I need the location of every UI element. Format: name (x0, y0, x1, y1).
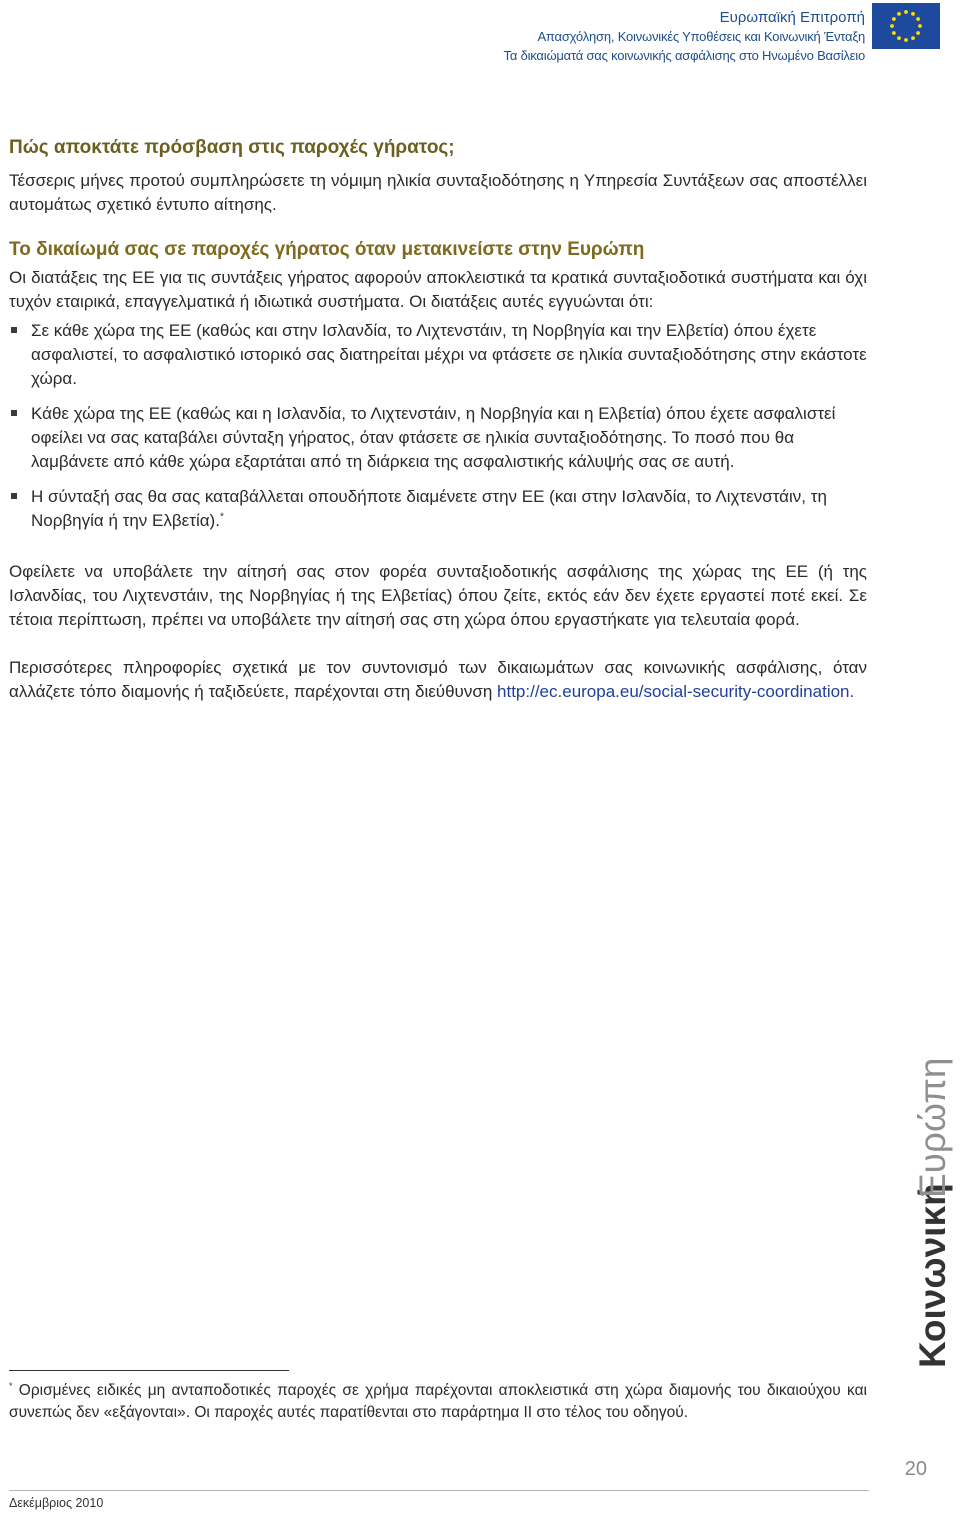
footer-divider (9, 1490, 869, 1491)
main-content (9, 136, 867, 704)
header-guide-title: Τα δικαιώματά σας κοινωνικής ασφάλισης στο Ηνωμένο Βασίλειο (503, 48, 865, 63)
paragraph-more-info: Περισσότερες πληροφορίες σχετικά με τον συντονισμό των δικαιωμάτων σας κοινωνικής ασφάλισης, όταν αλλάζετε τόπο διαμονής ή ταξιδεύετε, παρέχονται στη διεύθυνση http://ec.europa.eu/social-security-coordination. (9, 658, 867, 701)
section-heading-access: Πώς αποκτάτε πρόσβαση στις παροχές γήρατος; (9, 137, 455, 158)
eu-flag-icon (872, 3, 940, 49)
footnote-reference[interactable]: * (219, 511, 224, 523)
publication-date: Δεκέμβριος 2010 (9, 1496, 104, 1510)
section-text-access: Τέσσερις μήνες προτού συμπληρώσετε τη νόμιμη ηλικία συνταξιοδότησης η Υπηρεσία Συντάξεων σας αποστέλλει αυτομάτως σχετικό έντυπο αίτησης. (9, 171, 867, 214)
organization-name: Ευρωπαϊκή Επιτροπή (719, 9, 865, 26)
footnote: * Ορισμένες ειδικές μη ανταποδοτικές παροχές σε χρήμα παρέχονται αποκλειστικά στη χώρα διαμονής του δικαιούχου και συνεπώς δεν «εξάγονται». Οι παροχές αυτές παρατίθενται στο παράρτημα II στο τέλος του οδηγού. (9, 1380, 867, 1421)
section-intro: Οι διατάξεις της ΕΕ για τις συντάξεις γήρατος αφορούν αποκλειστικά τα κρατικά συνταξιοδοτικά συστήματα και όχι τυχόν εταιρικά, επαγγελματικά ή ιδιωτικά συστήματα. Οι διατάξεις αυτές εγγυώνται ότι: (9, 268, 867, 311)
section-heading-moving: Το δικαίωμά σας σε παροχές γήρατος όταν μετακινείστε στην Ευρώπη (9, 239, 645, 260)
footnote-divider (9, 1370, 289, 1371)
side-title-bold: Κοινωνική (912, 1183, 953, 1368)
bullet-icon (11, 410, 17, 416)
paragraph-where-to-apply: Οφείλετε να υποβάλετε την αίτησή σας στον φορέα συνταξιοδοτικής ασφάλισης της χώρας της ΕΕ (ή της Ισλανδίας, του Λιχτενστάιν, της Νορβηγίας ή της Ελβετίας) όπου ζείτε, εκτός εάν δεν έχετε εργαστεί ποτέ εκεί. Σε τέτοια περίπτωση, πρέπει να υποβάλετε την αίτησή σας στη χώρα όπου εργαστήκατε για τελευταία φορά. (9, 562, 867, 629)
bullet-icon (11, 493, 17, 499)
page-number: 20 (904, 1458, 927, 1480)
guarantee-list (9, 319, 867, 533)
footnote-mark: * (9, 1380, 13, 1391)
social-security-coordination-link[interactable]: http://ec.europa.eu/social-security-coordination. (497, 682, 855, 701)
header-department: Απασχόληση, Κοινωνικές Υποθέσεις και Κοινωνική Ένταξη (537, 29, 865, 44)
side-title-light: Ευρώπη (912, 1057, 953, 1198)
list-item: Η σύνταξή σας θα σας καταβάλλεται οπουδήποτε διαμένετε στην ΕΕ (και στην Ισλανδία, το Λιχτενστάιν, τη Νορβηγία ή την Ελβετία).* (9, 485, 867, 533)
list-item: Σε κάθε χώρα της ΕΕ (καθώς και στην Ισλανδία, το Λιχτενστάιν, τη Νορβηγία και την Ελβετία) όπου έχετε ασφαλιστεί, το ασφαλιστικό ιστορικό σας διατηρείται μέχρι να φτάσετε σε ηλικία συνταξιοδότησης στην εκάστοτε χώρα. (9, 319, 867, 391)
list-item: Κάθε χώρα της ΕΕ (καθώς και η Ισλανδία, το Λιχτενστάιν, η Νορβηγία και η Ελβετία) όπου έχετε ασφαλιστεί οφείλει να σας καταβάλει σύνταξη γήρατος, όταν φτάσετε σε ηλικία συνταξιοδότησης. Το ποσό που θα λαμβάνετε από κάθε χώρα εξαρτάται από τη διάρκεια της ασφαλιστικής κάλυψής σας σε αυτή. (9, 402, 867, 474)
section-moving-in-europe (9, 238, 867, 704)
bullet-icon (11, 327, 17, 333)
document-header (504, 8, 865, 65)
side-title (905, 1040, 953, 1370)
